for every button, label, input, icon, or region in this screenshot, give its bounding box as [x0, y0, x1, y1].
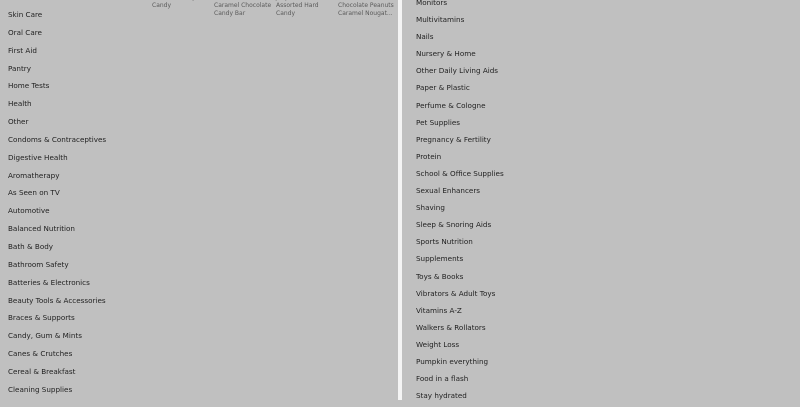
- category-item[interactable]: Bathroom Safety: [8, 259, 69, 269]
- category-item[interactable]: Sleep & Snoring Aids: [416, 220, 492, 230]
- product-name-line: Assorted Hard: [276, 2, 319, 9]
- category-item[interactable]: Weight Loss: [416, 339, 460, 349]
- left-category-panel: [0, 0, 398, 400]
- category-item[interactable]: Stay hydrated: [416, 391, 467, 401]
- category-item[interactable]: Toys & Books: [416, 271, 464, 281]
- category-item[interactable]: Aromatherapy: [8, 170, 60, 180]
- category-item[interactable]: Supplements: [416, 254, 464, 264]
- category-item[interactable]: Nursery & Home: [416, 49, 476, 59]
- category-item[interactable]: Skin Care: [8, 10, 43, 19]
- category-item[interactable]: Oral Care: [8, 27, 42, 37]
- category-item[interactable]: Sexual Enhancers: [416, 186, 481, 196]
- category-item[interactable]: Multivitamins: [416, 15, 465, 25]
- category-item[interactable]: Nails: [416, 32, 434, 42]
- right-category-panel: [402, 0, 800, 400]
- category-item[interactable]: Walkers & Rollators: [416, 322, 486, 332]
- product-card[interactable]: [276, 0, 334, 18]
- category-item[interactable]: Canes & Crutches: [8, 349, 73, 359]
- category-item[interactable]: Cleaning Supplies: [8, 384, 73, 394]
- category-item[interactable]: Other: [8, 117, 29, 127]
- product-name-line: Candy: [276, 10, 296, 17]
- category-item[interactable]: Shaving: [416, 203, 445, 213]
- category-item[interactable]: Balanced Nutrition: [8, 224, 75, 234]
- product-name-line: Candy Bar: [214, 10, 246, 17]
- category-item[interactable]: Candy, Gum & Mints: [8, 331, 82, 341]
- category-item[interactable]: Cereal & Breakfast: [8, 366, 76, 376]
- category-item[interactable]: Sports Nutrition: [416, 237, 473, 247]
- category-item[interactable]: Braces & Supports: [8, 313, 75, 323]
- category-item[interactable]: Condoms & Contraceptives: [8, 134, 107, 144]
- category-item[interactable]: Digestive Health: [8, 152, 68, 162]
- category-item[interactable]: Pumpkin everything: [416, 356, 489, 366]
- category-item[interactable]: Pantry: [8, 63, 31, 73]
- product-name-line: Caramel Nougat...: [338, 10, 393, 17]
- category-item[interactable]: Automotive: [8, 206, 50, 216]
- category-item[interactable]: Other Daily Living Aids: [416, 66, 499, 76]
- product-card[interactable]: [338, 0, 396, 18]
- category-item[interactable]: Bath & Body: [8, 241, 54, 251]
- category-item[interactable]: Home Tests: [8, 81, 50, 91]
- category-item[interactable]: Pet Supplies: [416, 117, 461, 127]
- category-item[interactable]: Health: [8, 99, 32, 109]
- category-item[interactable]: Pregnancy & Fertility: [416, 134, 491, 144]
- category-item[interactable]: Batteries & Electronics: [8, 277, 90, 287]
- category-item[interactable]: Food in a flash: [416, 374, 469, 384]
- category-list: [8, 9, 106, 402]
- category-item[interactable]: School & Office Supplies: [416, 168, 504, 178]
- category-item[interactable]: Vibrators & Adult Toys: [416, 288, 496, 298]
- product-name-line: Caramel Chocolate: [214, 2, 272, 9]
- category-item[interactable]: First Aid: [8, 45, 37, 55]
- product-card[interactable]: [152, 0, 210, 10]
- category-item[interactable]: Protein: [416, 151, 442, 161]
- category-item[interactable]: Beauty Tools & Accessories: [8, 295, 106, 305]
- product-name-line: Chocolate Peanuts: [338, 2, 394, 9]
- category-item[interactable]: As Seen on TV: [8, 188, 60, 198]
- product-card[interactable]: [214, 0, 272, 18]
- category-item[interactable]: Monitors: [416, 0, 448, 7]
- product-name-line: Candy: [152, 2, 172, 9]
- category-item[interactable]: Perfume & Cologne: [416, 100, 486, 110]
- category-list: [416, 0, 504, 407]
- category-item[interactable]: Paper & Plastic: [416, 83, 470, 93]
- category-item[interactable]: Vitamins A-Z: [416, 305, 462, 315]
